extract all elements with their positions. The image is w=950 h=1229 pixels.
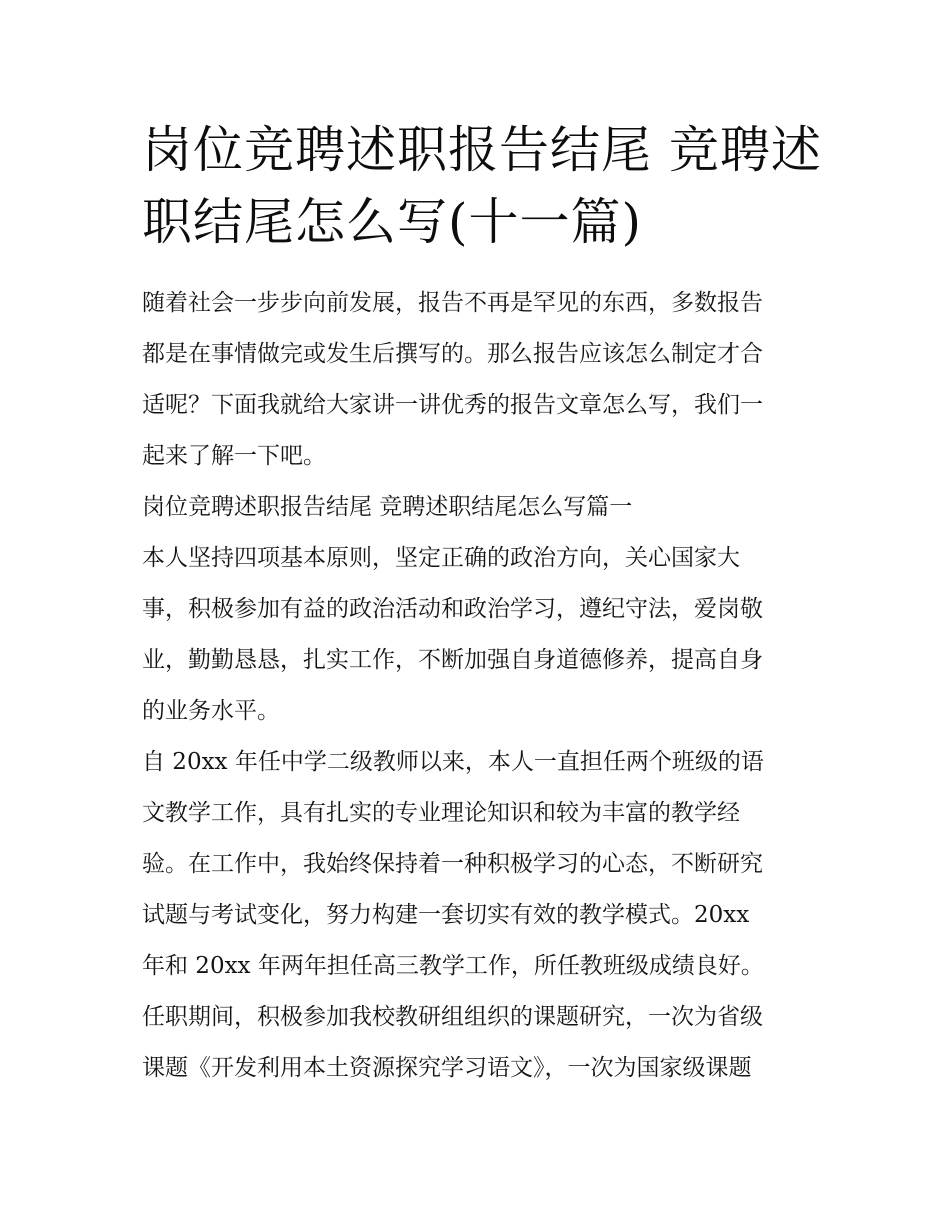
text-line: 起来了解一下吧。 (142, 443, 326, 469)
document-body (142, 114, 822, 1094)
text-line: 任职期间，积极参加我校教研组组织的课题研究，一次为省级 (142, 1004, 763, 1030)
text-line: 文教学工作，具有扎实的专业理论知识和较为丰富的教学经 (142, 800, 740, 826)
text-line: 课题《开发利用本土资源探究学习语文》，一次为国家级课题 (142, 1055, 752, 1081)
title-line-2: 职结尾怎么写(十一篇) (142, 193, 643, 251)
text-line: 业，勤勤恳恳，扎实工作，不断加强自身道德修养，提高自身 (142, 647, 763, 673)
text-line: 本人坚持四项基本原则，坚定正确的政治方向，关心国家大 (142, 545, 740, 571)
section-heading (142, 482, 814, 533)
text-line: 自 20xx 年任中学二级教师以来，本人一直担任两个班级的语 (142, 749, 764, 775)
body-paragraph-1 (142, 533, 814, 737)
text-line: 岗位竞聘述职报告结尾 竞聘述职结尾怎么写篇一 (142, 494, 633, 520)
title-line-1: 岗位竞聘述职报告结尾 竞聘述 (142, 121, 822, 179)
text-line: 试题与考试变化，努力构建一套切实有效的教学模式。20xx (142, 902, 750, 928)
text-line: 都是在事情做完或发生后撰写的。那么报告应该怎么制定才合 (142, 341, 763, 367)
intro-paragraph (142, 278, 814, 482)
text-line: 随着社会一步步向前发展，报告不再是罕见的东西，多数报告 (142, 290, 763, 316)
text-line: 年和 20xx 年两年担任高三教学工作，所任教班级成绩良好。 (142, 953, 764, 979)
text-line: 事，积极参加有益的政治活动和政治学习，遵纪守法，爱岗敬 (142, 596, 763, 622)
text-line: 适呢？下面我就给大家讲一讲优秀的报告文章怎么写，我们一 (142, 392, 763, 418)
text-line: 验。在工作中，我始终保持着一种积极学习的心态，不断研究 (142, 851, 763, 877)
body-paragraph-2 (142, 737, 814, 1094)
text-line: 的业务水平。 (142, 698, 280, 724)
title-line (142, 114, 822, 258)
document-title (142, 114, 822, 258)
